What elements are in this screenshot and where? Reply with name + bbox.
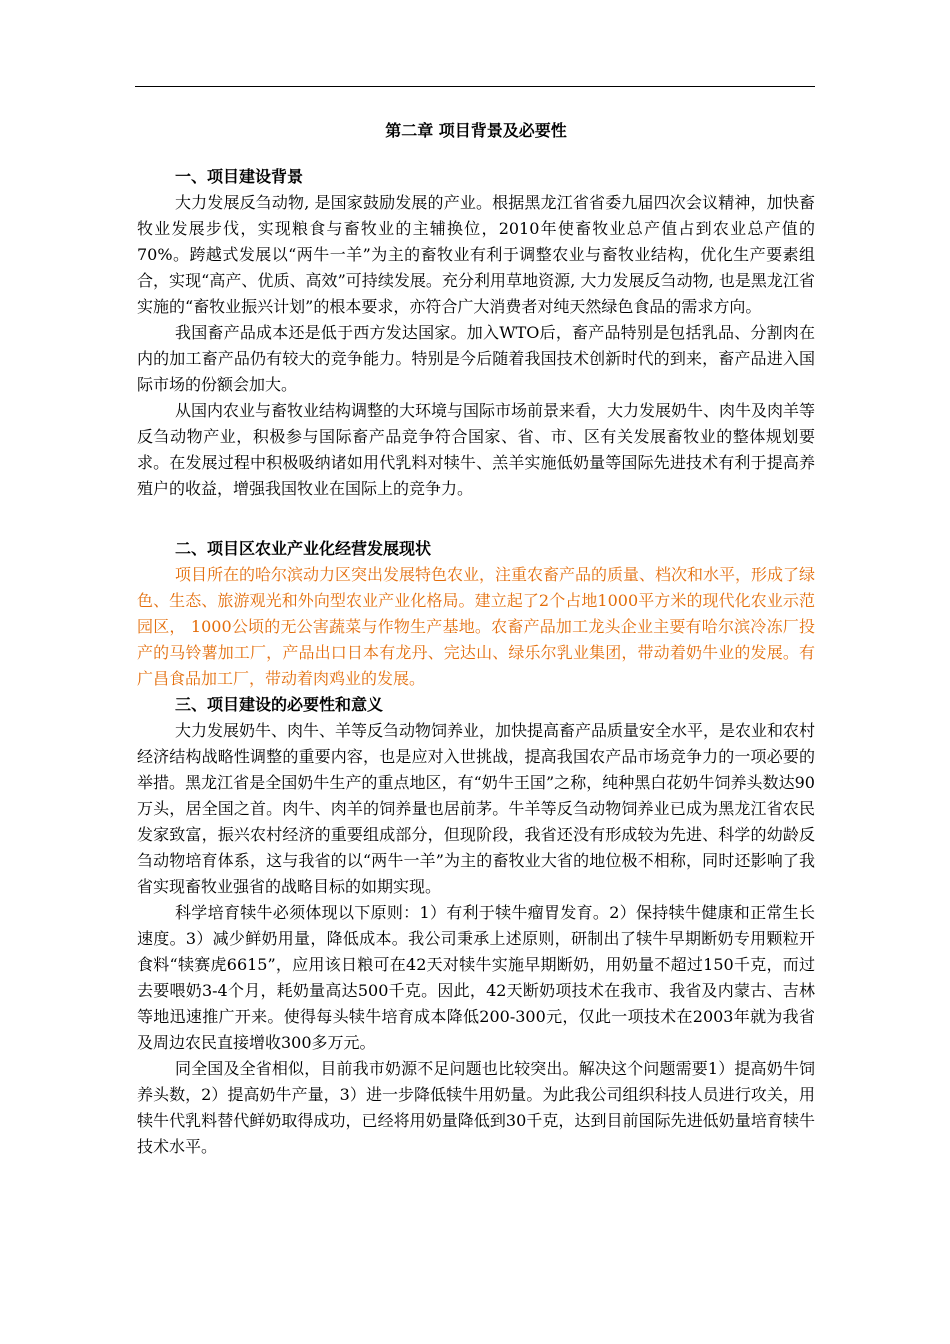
- section-spacer: [137, 502, 815, 536]
- paragraph: 大力发展反刍动物, 是国家鼓励发展的产业。根据黑龙江省省委九届四次会议精神，加快畜牧业发展步伐，实现粮食与畜牧业的主辅换位，2010年使畜牧业总产值占到农业总产值的70%。跨越式发展以“两牛一羊”为主的畜牧业有利于调整农业与畜牧业结构，优化生产要素组合，实现“高产、优质、高效”可持续发展。充分利用草地资源, 大力发展反刍动物, 也是黑龙江省实施的“畜牧业振兴计划”的根本要求，亦符合广大消费者对纯天然绿色食品的需求方向。: [137, 193, 815, 316]
- paragraph: 科学培育犊牛必须体现以下原则：1）有利于犊牛瘤胃发育。2）保持犊牛健康和正常生长速度。3）减少鲜奶用量，降低成本。我公司秉承上述原则，研制出了犊牛早期断奶专用颗粒开食料“犊赛虎6615”，应用该日粮可在42天对犊牛实施早期断奶，用奶量不超过150千克，而过去要喂奶3-4个月，耗奶量高达500千克。因此，42天断奶项技术在我市、我省及内蒙古、吉林等地迅速推广开来。使得每头犊牛培育成本降低200-300元，仅此一项技术在2003年就为我省及周边农民直接增收300多万元。: [137, 903, 815, 1052]
- section-heading-background: 一、项目建设背景: [175, 167, 304, 186]
- document-page: [137, 118, 815, 1160]
- header-rule: [135, 86, 815, 87]
- paragraph: 我国畜产品成本还是低于西方发达国家。加入WTO后，畜产品特别是包括乳品、分割肉在内的加工畜产品仍有较大的竞争能力。特别是今后随着我国技术创新时代的到来，畜产品进入国际市场的份额会加大。: [137, 323, 815, 394]
- section-heading-necessity: 三、项目建设的必要性和意义: [175, 695, 384, 714]
- paragraph: 同全国及全省相似，目前我市奶源不足问题也比较突出。解决这个问题需要1）提高奶牛饲养头数，2）提高奶牛产量，3）进一步降低犊牛用奶量。为此我公司组织科技人员进行攻关，用犊牛代乳料替代鲜奶取得成功，已经将用奶量降低到30千克，达到目前国际先进低奶量培育犊牛技术水平。: [137, 1059, 815, 1156]
- highlighted-paragraph: 项目所在的哈尔滨动力区突出发展特色农业，注重农畜产品的质量、档次和水平，形成了绿色、生态、旅游观光和外向型农业产业化格局。建立起了2个占地1000平方米的现代化农业示范园区， 1000公顷的无公害蔬菜与作物生产基地。农畜产品加工龙头企业主要有哈尔滨冷冻厂投产的马铃薯加工厂，产品出口日本有龙丹、完达山、绿乐尔乳业集团，带动着奶牛业的发展。有广昌食品加工厂，带动着肉鸡业的发展。: [137, 565, 816, 688]
- section-heading-status: 二、项目区农业产业化经营发展现状: [175, 539, 432, 558]
- paragraph: 从国内农业与畜牧业结构调整的大环境与国际市场前景来看，大力发展奶牛、肉牛及肉羊等反刍动物产业，积极参与国际畜产品竞争符合国家、省、市、区有关发展畜牧业的整体规划要求。在发展过程中积极吸纳诸如用代乳料对犊牛、羔羊实施低奶量等国际先进技术有利于提高养殖户的收益，增强我国牧业在国际上的竞争力。: [137, 401, 816, 498]
- paragraph: 大力发展奶牛、肉牛、羊等反刍动物饲养业，加快提高畜产品质量安全水平，是农业和农村经济结构战略性调整的重要内容，也是应对入世挑战，提高我国农产品市场竞争力的一项必要的举措。黑龙江省是全国奶牛生产的重点地区，有“奶牛王国”之称，纯种黑白花奶牛饲养头数达90万头，居全国之首。肉牛、肉羊的饲养量也居前茅。牛羊等反刍动物饲养业已成为黑龙江省农民发家致富，振兴农村经济的重要组成部分，但现阶段，我省还没有形成较为先进、科学的幼龄反刍动物培育体系，这与我省的以“两牛一羊”为主的畜牧业大省的地位极不相称，同时还影响了我省实现畜牧业强省的战略目标的如期实现。: [137, 721, 816, 896]
- chapter-title: 第二章 项目背景及必要性: [385, 121, 567, 140]
